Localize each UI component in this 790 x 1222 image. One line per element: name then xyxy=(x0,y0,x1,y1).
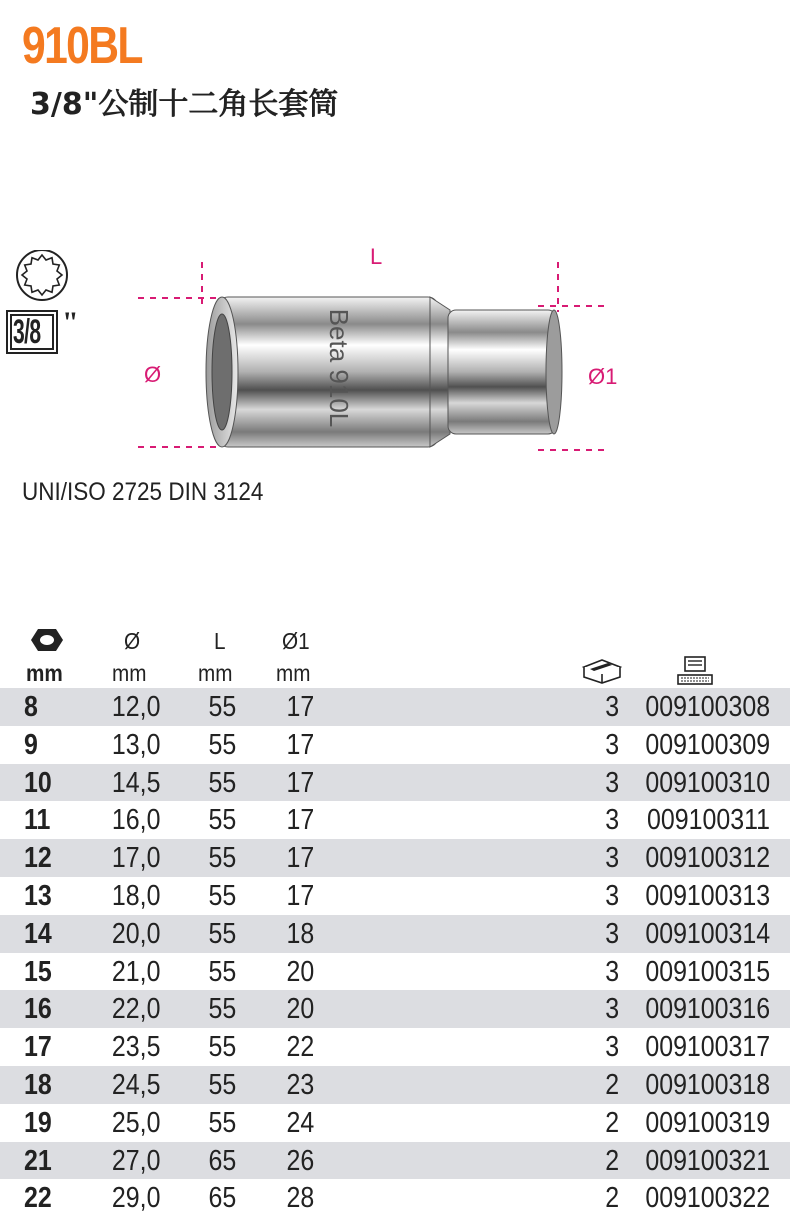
outer-diameter-cell: 24,5 xyxy=(111,1068,160,1101)
socket-size-cell: 17 xyxy=(24,1031,52,1064)
outer-diameter-cell: 18,0 xyxy=(111,879,160,912)
socket-size-cell: 10 xyxy=(24,766,52,799)
table-row xyxy=(0,1028,790,1066)
socket-size-cell: 18 xyxy=(24,1068,52,1101)
table-row xyxy=(0,1066,790,1104)
table-row xyxy=(0,801,790,839)
pack-quantity-cell: 2 xyxy=(605,1182,619,1215)
length-cell: 55 xyxy=(208,879,236,912)
socket-size-cell: 14 xyxy=(24,917,52,950)
length-cell: 55 xyxy=(208,804,236,837)
outer-diameter-cell: 16,0 xyxy=(111,804,160,837)
socket-drawing xyxy=(130,240,620,470)
article-code-cell: 009100321 xyxy=(645,1144,770,1177)
socket-size-cell: 22 xyxy=(24,1182,52,1215)
drive-diameter-cell: 17 xyxy=(286,804,314,837)
product-subtitle: 3/8"公制十二角长套筒 xyxy=(30,87,339,122)
hex-nut-icon xyxy=(30,628,64,652)
length-cell: 65 xyxy=(208,1182,236,1215)
socket-size-cell: 12 xyxy=(24,842,52,875)
length-cell: 55 xyxy=(208,842,236,875)
socket-size-cell: 16 xyxy=(24,993,52,1026)
spec-table xyxy=(0,620,790,1217)
pack-quantity-cell: 3 xyxy=(605,879,619,912)
drive-diameter-header: Ø1 xyxy=(282,628,310,654)
drive-diameter-cell: 20 xyxy=(286,993,314,1026)
pack-quantity-cell: 3 xyxy=(605,917,619,950)
pack-quantity-cell: 3 xyxy=(605,691,619,723)
drive-diameter-label: Ø1 xyxy=(588,364,618,389)
drive-diameter-cell: 17 xyxy=(286,728,314,761)
socket-size-cell: 9 xyxy=(24,728,38,761)
pack-quantity-cell: 2 xyxy=(605,1068,619,1101)
length-cell: 55 xyxy=(208,1031,236,1064)
outer-diameter-cell: 20,0 xyxy=(111,917,160,950)
article-code-cell: 009100322 xyxy=(645,1182,770,1215)
length-cell: 55 xyxy=(208,1106,236,1139)
article-code-cell: 009100316 xyxy=(645,993,770,1026)
drive-diameter-cell: 20 xyxy=(286,955,314,988)
pack-quantity-cell: 3 xyxy=(605,1031,619,1064)
socket-size-cell: 15 xyxy=(24,955,52,988)
length-header: L xyxy=(214,628,226,654)
length-cell: 55 xyxy=(208,728,236,761)
table-body xyxy=(0,688,790,1217)
drive-size-badge xyxy=(6,310,58,354)
article-code-cell: 009100319 xyxy=(645,1106,770,1139)
outer-diameter-cell: 22,0 xyxy=(111,993,160,1026)
socket-size-cell: 11 xyxy=(24,804,51,837)
pack-quantity-cell: 3 xyxy=(605,955,619,988)
outer-diameter-cell: 21,0 xyxy=(111,955,160,988)
table-row xyxy=(0,915,790,953)
length-cell: 55 xyxy=(208,993,236,1026)
drive-diameter-cell: 17 xyxy=(286,691,314,723)
socket-size-cell: 21 xyxy=(24,1144,52,1177)
inch-mark: " xyxy=(62,306,79,339)
drive-diameter-cell: 18 xyxy=(286,917,314,950)
table-row xyxy=(0,688,790,726)
article-code-cell: 009100310 xyxy=(645,766,770,799)
table-row xyxy=(0,990,790,1028)
drive-diameter-cell: 17 xyxy=(286,766,314,799)
outer-diameter-cell: 12,0 xyxy=(111,691,160,723)
diameter-header: Ø xyxy=(124,628,141,654)
drive-diameter-cell: 26 xyxy=(286,1144,314,1177)
table-row xyxy=(0,953,790,991)
drive-diameter-unit-header: mm xyxy=(276,660,311,686)
article-code-cell: 009100308 xyxy=(645,691,770,723)
article-code-cell: 009100318 xyxy=(645,1068,770,1101)
pack-quantity-cell: 3 xyxy=(605,728,619,761)
product-code-title: 910BL xyxy=(22,17,142,75)
table-row xyxy=(0,1142,790,1180)
outer-diameter-cell: 25,0 xyxy=(111,1106,160,1139)
table-row xyxy=(0,1179,790,1217)
pack-quantity-cell: 3 xyxy=(605,842,619,875)
article-code-cell: 009100317 xyxy=(645,1031,770,1064)
drive-diameter-cell: 17 xyxy=(286,842,314,875)
pack-quantity-cell: 3 xyxy=(605,766,619,799)
table-row xyxy=(0,726,790,764)
drive-icons xyxy=(6,250,86,370)
article-code-cell: 009100314 xyxy=(645,917,770,950)
outer-diameter-cell: 29,0 xyxy=(111,1182,160,1215)
package-box-icon xyxy=(582,658,622,684)
socket-product-image xyxy=(130,240,620,470)
length-cell: 55 xyxy=(208,1068,236,1101)
table-row xyxy=(0,877,790,915)
drive-size-label: 3/8 xyxy=(13,313,41,351)
keyboard-computer-icon xyxy=(676,656,714,686)
socket-size-cell: 8 xyxy=(24,691,38,723)
socket-size-cell: 19 xyxy=(24,1106,52,1139)
article-code-cell: 009100315 xyxy=(645,955,770,988)
size-unit-header: mm xyxy=(26,660,63,686)
length-cell: 55 xyxy=(208,955,236,988)
drive-diameter-cell: 28 xyxy=(286,1182,314,1215)
pack-quantity-cell: 3 xyxy=(605,804,619,837)
length-cell: 65 xyxy=(208,1144,236,1177)
pack-quantity-cell: 3 xyxy=(605,993,619,1026)
table-row xyxy=(0,1104,790,1142)
length-unit-header: mm xyxy=(198,660,233,686)
socket-size-cell: 13 xyxy=(24,879,52,912)
socket-engraving: Beta 910L xyxy=(324,308,354,428)
drive-diameter-cell: 23 xyxy=(286,1068,314,1101)
article-code-cell: 009100311 xyxy=(647,804,770,837)
standard-reference: UNI/ISO 2725 DIN 3124 xyxy=(22,478,264,506)
drive-diameter-cell: 22 xyxy=(286,1031,314,1064)
drive-diameter-cell: 17 xyxy=(286,879,314,912)
length-cell: 55 xyxy=(208,766,236,799)
table-header xyxy=(0,620,790,688)
diameter-unit-header: mm xyxy=(112,660,147,686)
length-cell: 55 xyxy=(208,917,236,950)
outer-diameter-cell: 14,5 xyxy=(111,766,160,799)
outer-diameter-cell: 27,0 xyxy=(111,1144,160,1177)
article-code-cell: 009100313 xyxy=(645,879,770,912)
drive-diameter-cell: 24 xyxy=(286,1106,314,1139)
article-code-cell: 009100309 xyxy=(645,728,770,761)
outer-diameter-label: Ø xyxy=(144,362,162,387)
outer-diameter-cell: 17,0 xyxy=(111,842,160,875)
pack-quantity-cell: 2 xyxy=(605,1106,619,1139)
table-row xyxy=(0,839,790,877)
pack-quantity-cell: 2 xyxy=(605,1144,619,1177)
table-row xyxy=(0,764,790,802)
length-label: L xyxy=(370,244,383,269)
outer-diameter-cell: 13,0 xyxy=(111,728,160,761)
article-code-cell: 009100312 xyxy=(645,842,770,875)
outer-diameter-cell: 23,5 xyxy=(111,1031,160,1064)
length-cell: 55 xyxy=(208,691,236,723)
